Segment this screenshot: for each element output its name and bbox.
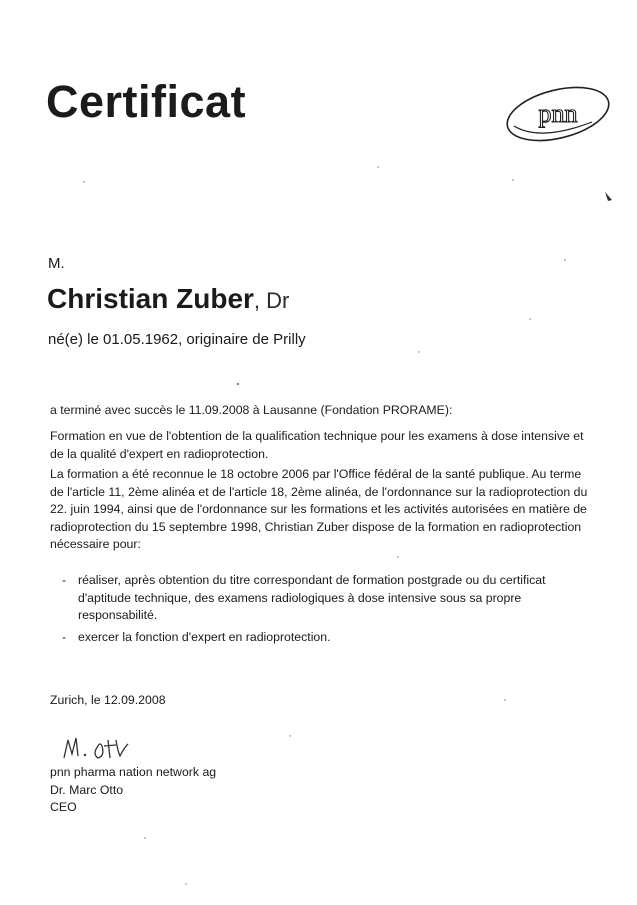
recipient-name: Christian Zuber xyxy=(47,283,254,314)
qualification-list xyxy=(62,572,582,650)
bullet-marker: - xyxy=(62,629,67,644)
completion-statement: a terminé avec succès le 11.09.2008 à Lausanne (Fondation PRORAME): xyxy=(50,403,453,417)
place-date: Zurich, le 12.09.2008 xyxy=(50,693,166,707)
recipient-title: , Dr xyxy=(253,288,290,313)
recipient-line xyxy=(47,283,289,315)
recognition-paragraph: La formation a été reconnue le 18 octobre 2006 par l'Office fédéral de la santé publique. Au terme de l'article 11, 2ème alinéa et de l'article 18, 2ème alinéa, de l'ordonnance sur la radioprotection du 22. juin 1994, ainsi que de l'ordonnance sur les formations et les activités autorisées en matière de radioprotection du 15 septembre 1998, Christian Zuber dispose de la formation en radioprotection nécessaire pour: xyxy=(50,467,588,551)
list-item-text: réaliser, après obtention du titre correspondant de formation postgrade ou du certificat d'aptitude technique, des examens radiologiques à dose intensive sous sa propre responsabilité. xyxy=(78,573,546,622)
bullet-marker: - xyxy=(62,573,67,587)
logo-text: pnn xyxy=(538,99,578,128)
company-name: pnn pharma nation network ag xyxy=(50,765,217,779)
signatory-role: CEO xyxy=(50,800,77,814)
list-item xyxy=(62,572,582,625)
signatory-block xyxy=(50,764,216,817)
salutation: M. xyxy=(48,255,65,272)
pnn-logo xyxy=(500,82,612,144)
birth-info: né(e) le 01.05.1962, originaire de Prilly xyxy=(48,331,306,348)
list-item-text: exercer la fonction d'expert en radioprotection. xyxy=(78,629,331,644)
signatory-name: Dr. Marc Otto xyxy=(50,782,124,797)
list-item xyxy=(62,629,582,647)
training-description: Formation en vue de l'obtention de la qualification technique pour les examens à dose intensive et de la qualité d'expert en radioprotection. xyxy=(50,429,584,461)
certificate-title: Certificat xyxy=(46,76,247,127)
handwritten-signature xyxy=(58,728,158,768)
